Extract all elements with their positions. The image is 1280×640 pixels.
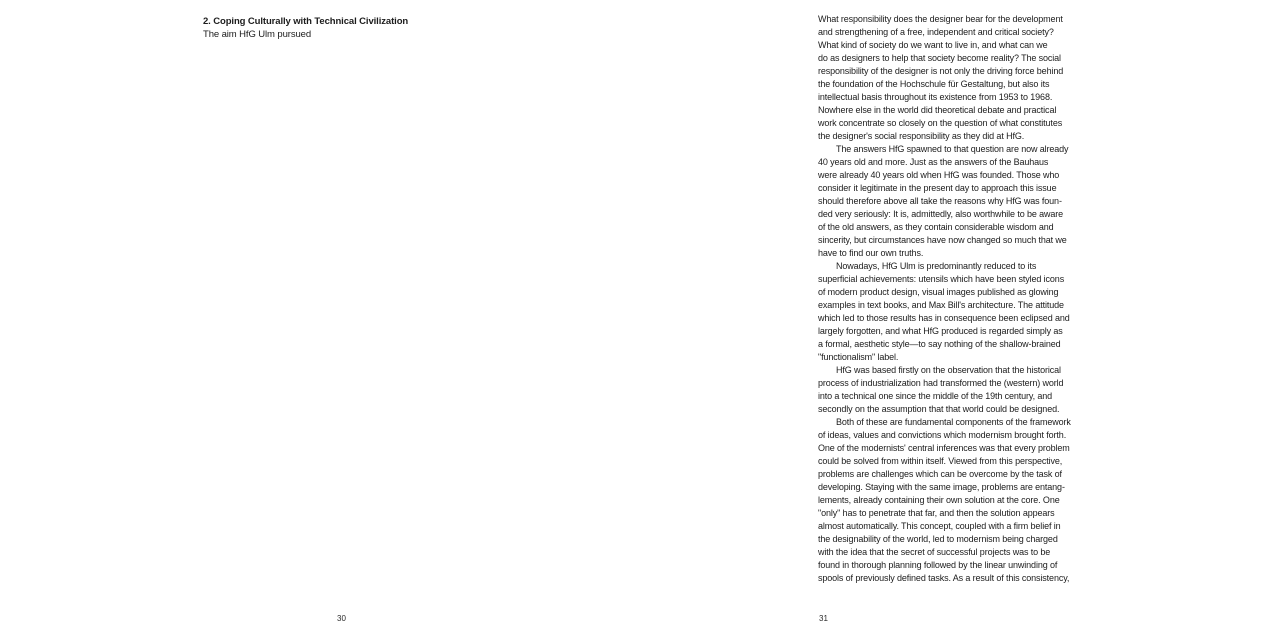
text-line: What kind of society do we want to live in, and what can we xyxy=(818,40,1048,50)
text-line: into a technical one since the middle of the 19th century, and xyxy=(818,391,1053,401)
text-line: secondly on the assumption that that world could be designed. xyxy=(818,404,1060,414)
text-line: of modern product design, visual images published as glowing xyxy=(818,287,1059,297)
text-line: lements, already containing their own solution at the core. One xyxy=(818,495,1060,505)
text-line: ded very seriously: It is, admittedly, also worthwhile to be aware xyxy=(818,209,1064,219)
text-line: examples in text books, and Max Bill's architecture. The attitude xyxy=(818,300,1064,310)
text-line: and strengthening of a free, independent and critical society? xyxy=(818,27,1054,37)
text-line: work concentrate so closely on the question of what constitutes xyxy=(818,118,1063,128)
body-text-column xyxy=(818,13,1078,585)
chapter-heading: 2. Coping Culturally with Technical Civilization xyxy=(203,16,409,27)
text-line: could be solved from within itself. Viewed from this perspective, xyxy=(818,456,1063,466)
text-line: process of industrialization had transformed the (western) world xyxy=(818,378,1064,388)
text-line: problems are challenges which can be overcome by the task of xyxy=(818,469,1062,479)
text-line: the foundation of the Hochschule für Gestaltung, but also its xyxy=(818,79,1050,89)
text-line: developing. Staying with the same image, problems are entang- xyxy=(818,482,1065,492)
text-line: almost automatically. This concept, coupled with a firm belief in xyxy=(818,521,1061,531)
text-line: responsibility of the designer is not only the driving force behind xyxy=(818,66,1064,76)
text-line: largely forgotten, and what HfG produced is regarded simply as xyxy=(818,326,1063,336)
text-line: "functionalism" label. xyxy=(818,352,899,362)
text-line: The answers HfG spawned to that question are now already xyxy=(836,144,1069,154)
text-line: of ideas, values and convictions which modernism brought forth. xyxy=(818,430,1067,440)
text-line: with the idea that the secret of successful projects was to be xyxy=(818,547,1051,557)
text-line: of the old answers, as they contain considerable wisdom and xyxy=(818,222,1054,232)
text-line: a formal, aesthetic style—to say nothing of the shallow-brained xyxy=(818,339,1061,349)
text-line: should therefore above all take the reasons why HfG was foun- xyxy=(818,196,1062,206)
text-line: spools of previously defined tasks. As a result of this consistency, xyxy=(818,573,1070,583)
text-line: Nowadays, HfG Ulm is predominantly reduced to its xyxy=(836,261,1037,271)
text-line: 40 years old and more. Just as the answers of the Bauhaus xyxy=(818,157,1049,167)
page-number-right: 31 xyxy=(819,614,828,623)
text-line: Nowhere else in the world did theoretical debate and practical xyxy=(818,105,1057,115)
text-line: Both of these are fundamental components of the framework xyxy=(836,417,1071,427)
text-line: which led to those results has in consequence been eclipsed and xyxy=(818,313,1070,323)
text-line: intellectual basis throughout its existence from 1953 to 1968. xyxy=(818,92,1053,102)
text-line: have to find our own truths. xyxy=(818,248,924,258)
text-line: consider it legitimate in the present day to approach this issue xyxy=(818,183,1057,193)
text-line: HfG was based firstly on the observation that the historical xyxy=(836,365,1061,375)
text-line: the designer's social responsibility as they did at HfG. xyxy=(818,131,1025,141)
text-line: the designability of the world, led to modernism being charged xyxy=(818,534,1058,544)
text-line: superficial achievements: utensils which have been styled icons xyxy=(818,274,1065,284)
page-number-left: 30 xyxy=(337,614,346,623)
text-line: One of the modernists' central inferences was that every problem xyxy=(818,443,1070,453)
text-line: were already 40 years old when HfG was founded. Those who xyxy=(818,170,1060,180)
text-line: What responsibility does the designer bear for the development xyxy=(818,14,1063,24)
chapter-subheading: The aim HfG Ulm pursued xyxy=(203,29,312,40)
text-line: "only" has to penetrate that far, and then the solution appears xyxy=(818,508,1055,518)
text-line: found in thorough planning followed by the linear unwinding of xyxy=(818,560,1058,570)
text-line: do as designers to help that society become reality? The social xyxy=(818,53,1061,63)
text-line: sincerity, but circumstances have now changed so much that we xyxy=(818,235,1067,245)
